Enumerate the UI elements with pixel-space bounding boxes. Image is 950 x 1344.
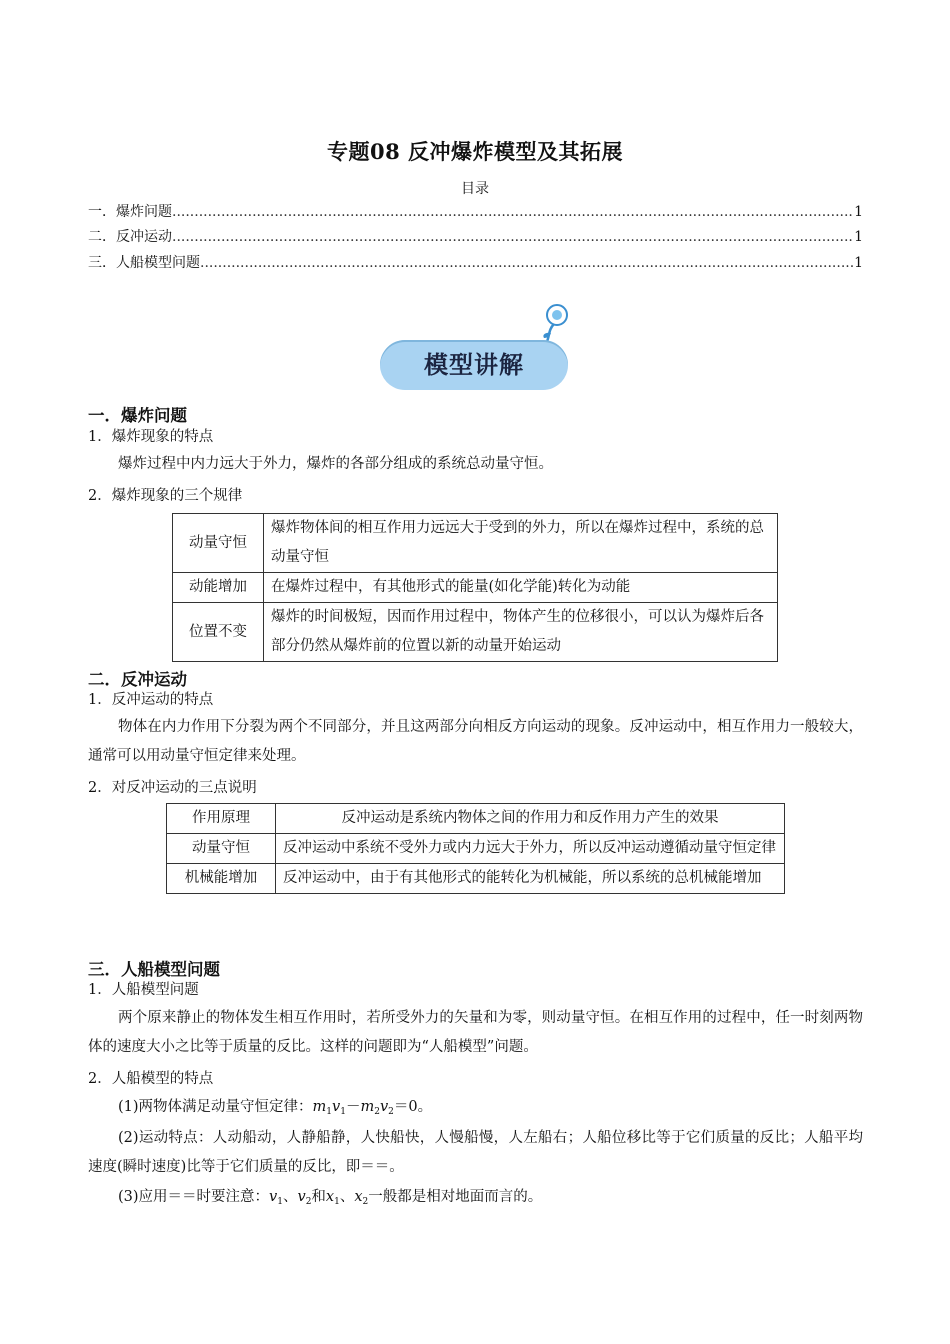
recoil-notes-table [166,803,785,894]
table-row [167,804,785,834]
section-banner [378,300,578,396]
subsection-heading: 1．人船模型问题 [88,982,199,998]
subsection-heading: 1．爆炸现象的特点 [88,429,214,445]
table-key: 位置不变 [173,603,264,662]
paragraph: 物体在内力作用下分裂为两个不同部分，并且这两部分向相反方向运动的现象。反冲运动中，相互作用力一般较大，通常可以用动量守恒定律来处理。 [88,719,863,764]
explosion-rules-table [172,513,778,662]
toc-entry-page: 1 [854,229,863,245]
banner-label: 模型讲解 [424,351,524,379]
toc-entry-label: 一．爆炸问题 [88,204,172,220]
table-key: 动量守恒 [173,514,264,573]
paragraph: 两个原来静止的物体发生相互作用时，若所受外力的矢量和为零，则动量守恒。在相互作用的过程中，任一时刻两物体的速度大小之比等于质量的反比。这样的问题即为“人船模型”问题。 [88,1010,863,1055]
item-text: 一般都是相对地面而言的。 [368,1189,543,1205]
table-value: 反冲运动中，由于有其他形式的能转化为机械能，所以系统的总机械能增加 [276,864,785,894]
toc-heading: 目录 [461,181,489,197]
toc-entry[interactable] [88,227,863,247]
list-item: (2)运动特点：人动船动，人静船静，人快船快，人慢船慢，人左船右；人船位移比等于它们质量的反比；人船平均速度(瞬时速度)比等于它们质量的反比，即＝＝。 [88,1130,863,1175]
table-value: 在爆炸过程中，有其他形式的能量(如化学能)转化为动能 [264,573,778,603]
section-heading: 三．人船模型问题 [88,960,220,979]
list-item [88,1183,863,1217]
toc-entry-page: 1 [854,255,863,271]
table-row [173,573,778,603]
list-item [88,1093,863,1127]
variables-formula: $v_1$、$v_2$和$x_1$、$x_2$ [269,1189,369,1207]
item-text: (3)应用＝＝时要注意： [118,1189,270,1205]
subsection-heading: 2．对反冲运动的三点说明 [88,780,257,796]
table-key: 动量守恒 [167,834,276,864]
toc-leader [172,227,854,247]
table-row [167,834,785,864]
toc-leader [200,253,854,273]
toc-entry-label: 三．人船模型问题 [88,255,200,271]
table-value: 反冲运动是系统内物体之间的作用力和反作用力产生的效果 [276,804,785,834]
toc-entry[interactable] [88,202,863,222]
toc-entry-label: 二．反冲运动 [88,229,172,245]
table-row [167,864,785,894]
subsection-heading: 2．人船模型的特点 [88,1071,214,1087]
paragraph: 爆炸过程中内力远大于外力，爆炸的各部分组成的系统总动量守恒。 [118,456,553,472]
table-key: 机械能增加 [167,864,276,894]
document-title: 专题08 反冲爆炸模型及其拓展 [326,139,624,164]
item-text: (1)两物体满足动量守恒定律： [118,1099,313,1115]
subsection-heading: 2．爆炸现象的三个规律 [88,488,243,504]
subsection-heading: 1．反冲运动的特点 [88,692,214,708]
section-heading: 一．爆炸问题 [88,406,187,425]
toc-entry-page: 1 [854,204,863,220]
table-key: 动能增加 [173,573,264,603]
table-key: 作用原理 [167,804,276,834]
toc-entry[interactable] [88,253,863,273]
table-row [173,603,778,662]
item-text: ＝0。 [393,1099,433,1115]
table-value: 爆炸物体间的相互作用力远远大于受到的外力，所以在爆炸过程中，系统的总动量守恒 [264,514,778,573]
toc-leader [172,202,854,222]
section-heading: 二．反冲运动 [88,670,187,689]
table-value: 反冲运动中系统不受外力或内力远大于外力，所以反冲运动遵循动量守恒定律 [276,834,785,864]
table-row [173,514,778,573]
momentum-formula: $m_1v_1-m_2v_2$ [312,1099,394,1117]
table-value: 爆炸的时间极短，因而作用过程中，物体产生的位移很小，可以认为爆炸后各部分仍然从爆炸前的位置以新的动量开始运动 [264,603,778,662]
